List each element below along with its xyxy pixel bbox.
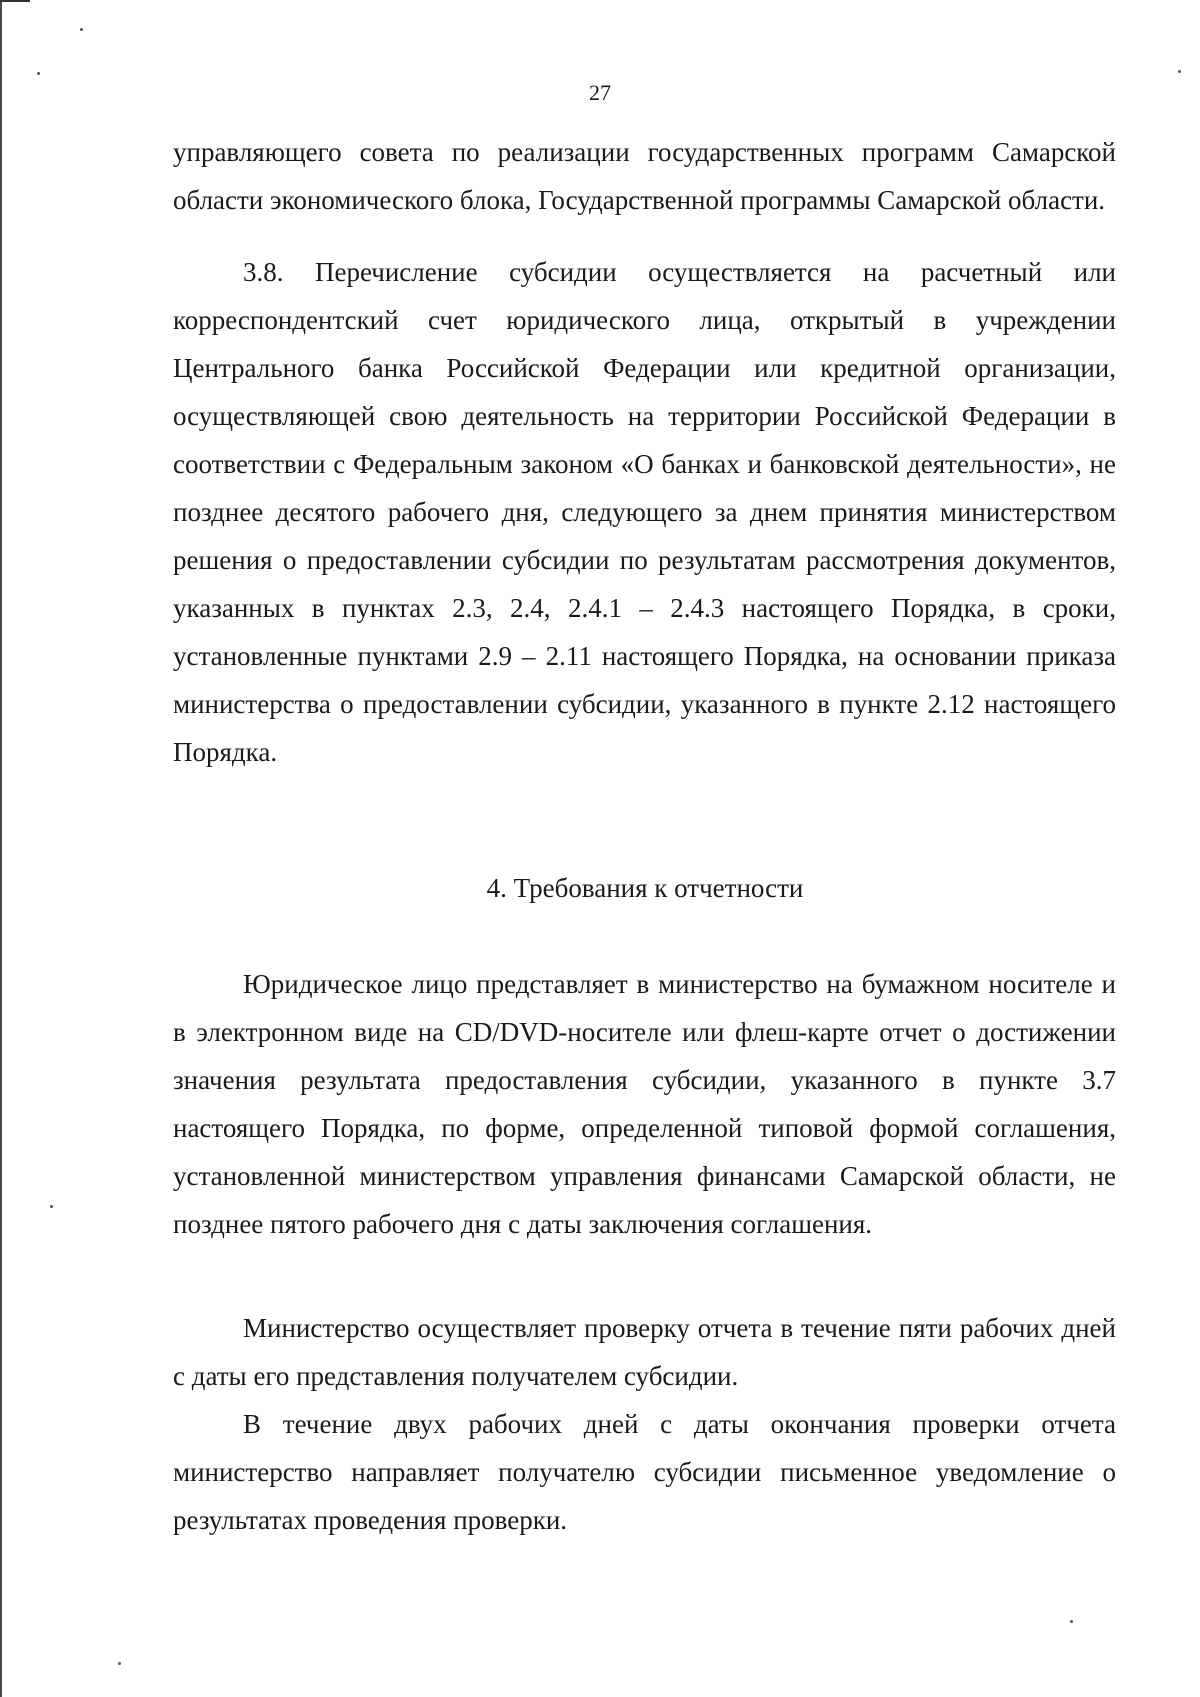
paragraph-text: Юридическое лицо представляет в министерство на бумажном носителе и в электронном виде на CD/DVD-носителе или флеш-карте отчет о достижении значения результата предоставления субсидии, указанного в пункте 3.7 настоящего Порядка, по форме, определенной типовой формой соглашения, установленной министерством управления финансами Самарской области, не позднее пятого рабочего дня с даты заключения соглашения. (173, 969, 1116, 1239)
scan-speck (1178, 70, 1181, 73)
scan-speck (37, 72, 40, 75)
scan-speck (118, 1662, 121, 1665)
section-heading: 4. Требования к отчетности (486, 873, 804, 903)
section-4-paragraph-2 (173, 1304, 1116, 1400)
section-4-paragraph-1 (173, 960, 1116, 1248)
scan-speck (1070, 1620, 1073, 1623)
scan-border (0, 0, 2, 1697)
paragraph-item-3-8 (173, 248, 1116, 776)
scan-border-top (0, 0, 30, 2)
scan-speck (50, 1205, 53, 1208)
paragraph-text: 3.8. Перечисление субсидии осуществляется на расчетный или корреспондентский счет юридического лица, открытый в учреждении Центрального банка Российской Федерации или кредитной организации, осуществляющей свою деятельность на территории Российской Федерации в соответствии с Федеральным законом «О банках и банковской деятельности», не позднее десятого рабочего дня, следующего за днем принятия министерством решения о предоставлении субсидии по результатам рассмотрения документов, указанных в пунктах 2.3, 2.4, 2.4.1 – 2.4.3 настоящего Порядка, в сроки, установленные пунктами 2.9 – 2.11 настоящего Порядка, на основании приказа министерства о предоставлении субсидии, указанного в пункте 2.12 настоящего Порядка. (173, 257, 1116, 767)
scan-speck (80, 28, 83, 31)
paragraph-continuation (173, 128, 1116, 224)
paragraph-text: Министерство осуществляет проверку отчета в течение пяти рабочих дней с даты его представления получателем субсидии. (173, 1313, 1116, 1391)
paragraph-text: В течение двух рабочих дней с даты окончания проверки отчета министерство направляет получателю субсидии письменное уведомление о результатах проведения проверки. (173, 1409, 1116, 1535)
page-number: 27 (589, 80, 611, 105)
section-4-paragraph-3 (173, 1400, 1116, 1544)
paragraph-text: управляющего совета по реализации государственных программ Самарской области экономического блока, Государственной программы Самарской области. (173, 137, 1116, 215)
